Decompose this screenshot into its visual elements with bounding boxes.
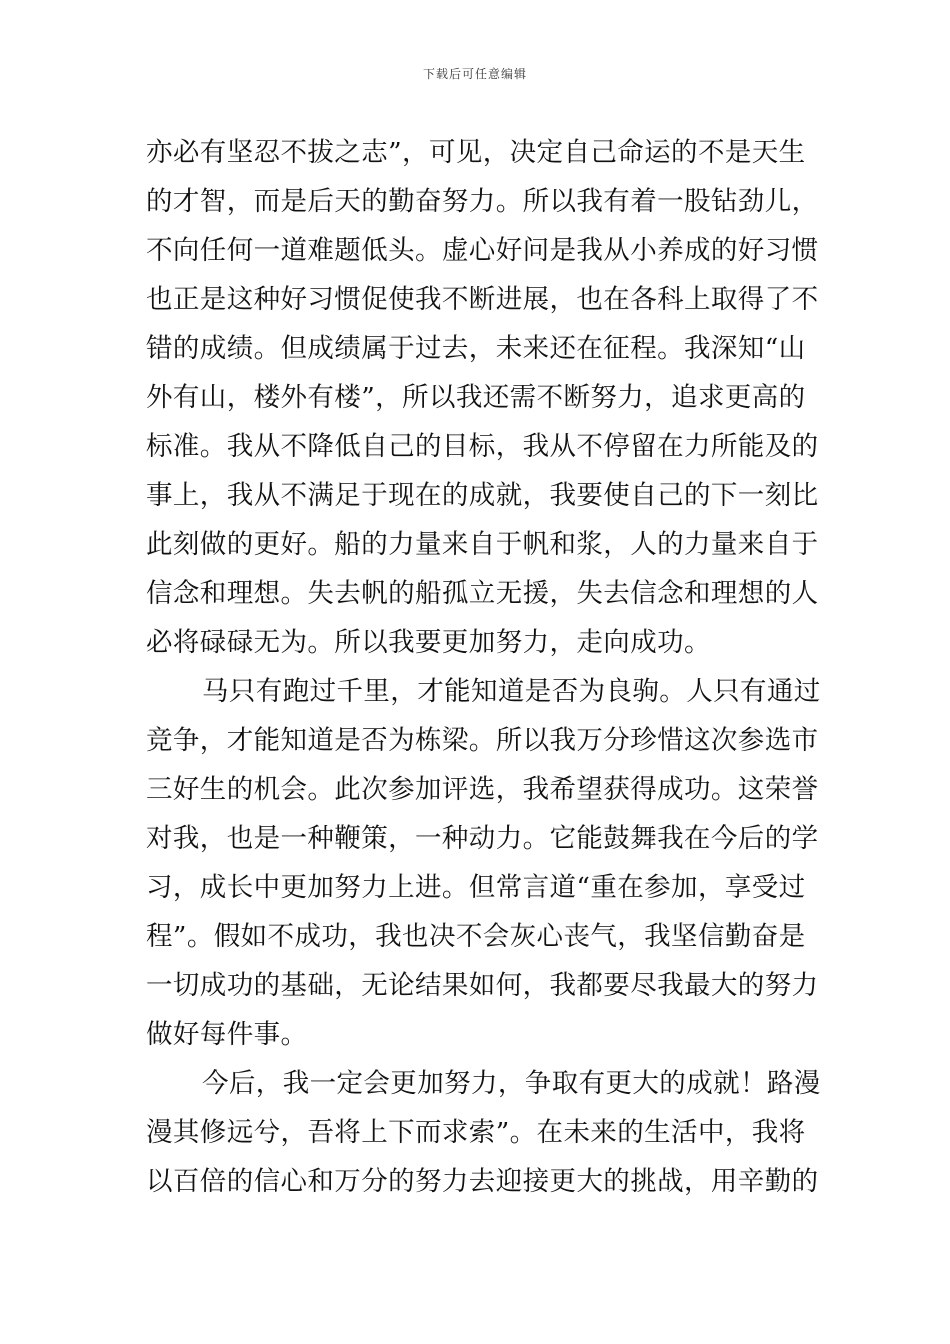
text-line: 也正是这种好习惯促使我不断进展，也在各科上取得了不: [146, 284, 819, 315]
text-line-indented: 马只有跑过千里，才能知道是否为良驹。人只有通过: [202, 676, 821, 707]
paragraph-3: [146, 1059, 821, 1206]
text-line: 此刻做的更好。船的力量来自于帆和浆，人的力量来自于: [146, 529, 819, 560]
text-line: 习，成长中更加努力上进。但常言道“重在参加，享受过: [146, 872, 806, 903]
text-line: 一切成功的基础，无论结果如何，我都要尽我最大的努力: [146, 970, 819, 1001]
text-line: 的才智，而是后天的勤奋努力。所以我有着一股钻劲儿，: [146, 186, 819, 217]
text-line: 事上，我从不满足于现在的成就，我要使自己的下一刻比: [146, 480, 819, 511]
page-header: 下载后可任意编辑: [422, 67, 527, 81]
text-line: 标准。我从不降低自己的目标，我从不停留在力所能及的: [146, 431, 819, 462]
text-line: 亦必有坚忍不拔之志”，可见，决定自己命运的不是天生: [146, 137, 806, 168]
text-line: 竞争，才能知道是否为栋梁。所以我万分珍惜这次参选市: [146, 725, 819, 756]
text-line: 不向任何一道难题低头。虚心好问是我从小养成的好习惯: [146, 235, 819, 266]
paragraph-1: [146, 128, 819, 667]
paragraph-2: [146, 667, 821, 1059]
text-line: 三好生的机会。此次参加评选，我希望获得成功。这荣誉: [146, 774, 819, 805]
document-body: [146, 128, 821, 1206]
text-line: 错的成绩。但成绩属于过去，未来还在征程。我深知“山: [146, 333, 806, 364]
text-line: 漫其修远兮，吾将上下而求索”。在未来的生活中，我将: [146, 1117, 806, 1148]
text-line: 以百倍的信心和万分的努力去迎接更大的挑战，用辛勤的: [146, 1166, 819, 1197]
text-line: 程”。假如不成功，我也决不会灰心丧气，我坚信勤奋是: [146, 921, 806, 952]
text-line: 必将碌碌无为。所以我要更加努力，走向成功。: [146, 627, 711, 658]
text-line: 外有山，楼外有楼”，所以我还需不断努力，追求更高的: [146, 382, 806, 413]
text-line: 对我，也是一种鞭策，一种动力。它能鼓舞我在今后的学: [146, 823, 819, 854]
text-line: 做好每件事。: [146, 1019, 308, 1050]
text-line: 信念和理想。失去帆的船孤立无援，失去信念和理想的人: [146, 578, 819, 609]
text-line-indented: 今后，我一定会更加努力，争取有更大的成就！路漫: [202, 1068, 821, 1099]
